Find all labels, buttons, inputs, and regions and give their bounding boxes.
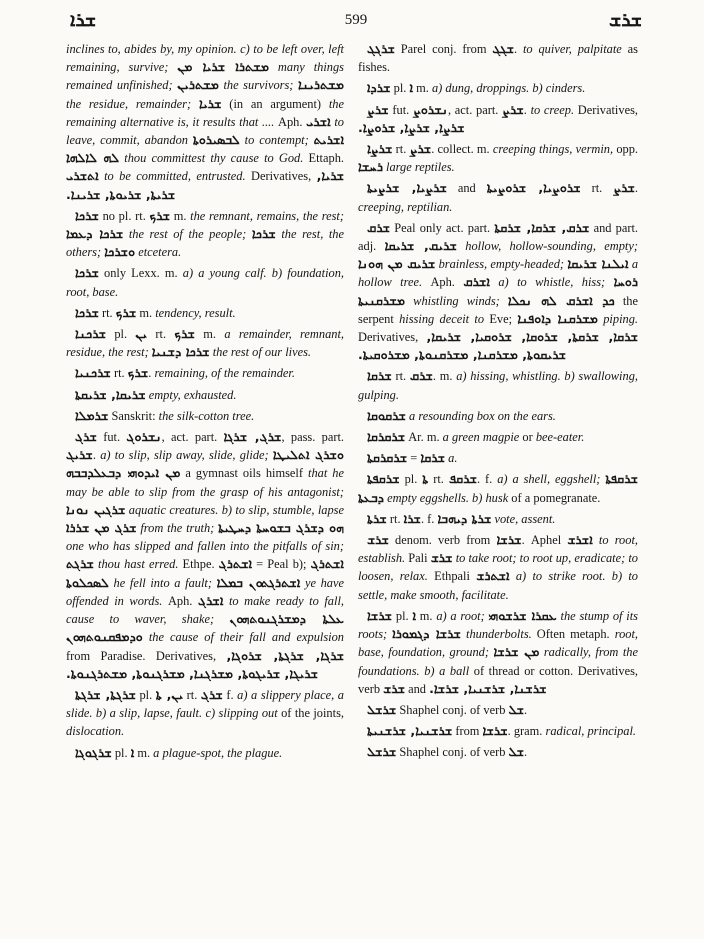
entry-text: Parel conj. from [394, 42, 493, 56]
entry-text: verb [358, 681, 384, 696]
entry-text: , act. part. [161, 430, 224, 445]
entry-text: the remnant, remains, the rest; [190, 208, 344, 223]
entry-text: a) dung, droppings. b) cinders. [431, 81, 586, 96]
entry-text: Sanskrit: [108, 408, 159, 423]
syriac-word: ܫܠ [508, 744, 525, 760]
syriac-word: ܫܪܩܐ [367, 368, 392, 384]
entry-text: aquatic creatures. b) to slip, stumble, lapse [125, 502, 344, 517]
dictionary-entry [358, 407, 638, 425]
entry-text: large reptiles. [382, 160, 455, 175]
syriac-word: ܫܪܓܝܢ ܢܘܢܐ [66, 501, 126, 517]
syriac-word: ܫܪܟܐ [75, 207, 99, 223]
entry-text: rt. [580, 181, 614, 196]
syriac-word: ܢܫܪܘܓ [126, 429, 162, 445]
entry-text: Shaphel conj. of verb [396, 702, 509, 717]
entry-text: . gram. [507, 724, 546, 739]
syriac-word: ܐܫܬܪܫ [476, 568, 510, 584]
syriac-word: ܫܪܡܠܐ [75, 407, 109, 423]
entry-text: rt. [386, 511, 404, 526]
entry-text: radically, from the foundations. b) a ball [358, 645, 638, 678]
dictionary-entry [358, 79, 638, 97]
dictionary-entry [66, 304, 344, 322]
entry-text: = [407, 451, 421, 466]
dictionary-entry [358, 607, 638, 698]
entry-text: thunderbolts. [460, 627, 537, 642]
syriac-word: ܫܪܫܢܐ, ܫܪܫܢܝܐ, ܫܪܫܐ. [429, 680, 547, 696]
entry-text: Shaphel conj. of verb [396, 745, 509, 760]
entry-text: piping. [597, 311, 639, 326]
entry-text: . m. [432, 369, 457, 384]
entry-text: f. [222, 687, 238, 702]
entry-text: he fell into a fault; [108, 575, 217, 590]
entry-text: m. [136, 305, 156, 320]
entry-text: as fishes. [358, 42, 638, 75]
entry-text: the survivors; [218, 78, 298, 93]
entry-text: the rest, the others; [66, 227, 344, 260]
syriac-word: ܘܫܪܓ ܐܬܠܝܛܐ ܡܢ ܐܝܕܘܗܝ ܕܒܥܠܕܒܒܗ [66, 447, 344, 481]
entry-text: . [148, 366, 155, 381]
entry-text: . [92, 448, 101, 463]
entry-text: pl. [111, 745, 131, 760]
dictionary-entry [66, 325, 344, 361]
entry-text: remaining, of the remainder. [154, 366, 295, 381]
page-number: 599 [344, 12, 368, 28]
syriac-word: ܥܠܬܐ ܕܡܫܪܓܢܘܬܗܘܢ ܘܕܡܦܩܢܘܬܗܘܢ [66, 611, 344, 645]
syriac-word: ܫܪܝܐ, ܫܪܝܬܐ, ܫܪܝܘܬܐ, ܫܪܝܢܐ. [66, 168, 344, 202]
left-column [66, 40, 344, 765]
entry-text: vote, assent. [491, 511, 556, 526]
entry-text: , pass. part. [281, 430, 345, 445]
syriac-word: ܐܫܬܪܓ [218, 556, 253, 572]
syriac-word: ܫܪܨܐ [367, 141, 393, 157]
syriac-word: ܫܪܝܩ, ܫܪܝܩܐ [384, 238, 457, 254]
entry-text: to be committed, entrusted. [98, 169, 252, 184]
entry-text: a) a slippery place, a slide. b) a slip, lapse, fault. c) slipping out [66, 687, 344, 721]
syriac-word: ܫܪܟ [127, 365, 149, 381]
entry-text: denom. verb from [388, 533, 497, 548]
entry-text: (in an argument) [221, 96, 329, 111]
entry-text: Aph. [278, 114, 307, 129]
syriac-word: ܫܪܕܐ [367, 80, 391, 96]
dictionary-entry [358, 367, 638, 403]
entry-text: of the joints, [281, 706, 344, 721]
entry-text: m. [415, 608, 437, 623]
entry-text: Derivatives, [577, 102, 638, 117]
entry-text: . f. [420, 511, 438, 526]
syriac-word: ܬܐ [422, 471, 429, 487]
syriac-word: ܫܪܨܝܐ, ܫܪܨܝܬܐ [367, 180, 447, 196]
syriac-word: ܘܫܪܟܐ [104, 244, 136, 260]
entry-text: hissing deceit to [399, 311, 490, 326]
entry-text: Ar. m. [405, 430, 443, 445]
dictionary-entry [66, 744, 344, 762]
syriac-word: ܐ [409, 80, 414, 96]
dictionary-entry [358, 140, 638, 176]
syriac-word: ܫܪܟܐ ܕܫܢܝܐ [151, 344, 210, 360]
syriac-word: ܠܒܣܝܪܘܬܐ [192, 132, 240, 148]
entry-text: Ettaph. [308, 151, 344, 166]
dictionary-entry [358, 219, 638, 365]
entry-text: . [524, 745, 528, 760]
syriac-word: ܡܫܬܪܝܢ [177, 77, 219, 93]
entry-text: Pali [408, 551, 431, 566]
entry-text: thou hast erred. [93, 557, 183, 572]
syriac-word: ܐܫܬܪܓܬܘܢ ܒܡܠܐ [216, 574, 301, 590]
syriac-word: ܫܪܫܐ ܕܓܡܘܪܐ [392, 626, 461, 642]
entry-text: whistling winds; [405, 293, 508, 308]
syriac-word: ܫܪܟܐ [75, 265, 99, 281]
entry-text: to creep. [530, 102, 578, 117]
entry-text: that he may be able to slip from the grasp of his antagonist; [66, 466, 345, 499]
syriac-word: ܫܪܐ [403, 510, 421, 526]
entry-text: Derivatives, [358, 330, 427, 345]
entry-text: m. [413, 81, 432, 96]
syriac-word: ܟܕ ܐܫܪܩ ܠܗ ܢܟܠܐ [507, 292, 615, 308]
entry-text: a) a root; [436, 608, 489, 623]
syriac-word: ܐܝܠܢܐ ܫܪܝܩܐ [567, 256, 629, 272]
syriac-word: ܫܪܩܦ [448, 471, 477, 487]
syriac-word: ܫܪܩܪܩܬܐ [367, 450, 408, 466]
syriac-word: ܫܪܫ [367, 532, 389, 548]
entry-text: pl. [106, 327, 136, 342]
syriac-word: ܫܪܩ, ܫܪܩܐ, ܫܪܩܬܐ [494, 219, 590, 235]
entry-text: to root, establish. [358, 533, 638, 566]
entry-text: empty eggshells. b) husk [383, 490, 512, 505]
entry-text: creeping things, vermin, [492, 142, 617, 157]
syriac-word: ܫܪܩܐ, ܫܪܩܬܐ, ܫܪܘܩܐ, ܫܪܘܩܝܐ, ܫܪܝܩܐ, ܫܪܝܩܘܬܐ, ܡܫܪܩܢܐ, ܡܫܪܩܢܘܬܐ, ܡܫܪܘܩܝܬܐ. [358, 329, 638, 363]
entry-text: a remainder, remnant, residue, the rest; [66, 327, 344, 360]
entry-text: a) to whistle, hiss; [489, 275, 614, 290]
syriac-word: ܫܪܓ ܡܢ ܫܪܪܐ [66, 520, 137, 536]
entry-text: a) to strike root. b) to settle, make smooth, facilitate. [358, 569, 639, 602]
syriac-word: ܫܪܨ [409, 141, 432, 157]
entry-text: m. [170, 208, 191, 223]
entry-text: a) to slip, slip away, slide, glide; [100, 448, 273, 463]
entry-text: rt. [392, 142, 410, 157]
entry-text: dislocation. [66, 724, 125, 739]
entry-text: a) a shell, eggshell; [497, 472, 606, 487]
syriac-word: ܫܪܩܐ [420, 450, 446, 466]
syriac-word: ܫܪܓܐ, ܫܪܓܬܐ, ܫܪܘܓܐ, ܫܪܝܓܐ, ܫܪܝܓܘܬܐ, ܡܫܪܓܢܐ, ܡܫܪܓܢܘܬܐ, ܡܫܬܪܓܢܘܬܐ. [66, 647, 345, 681]
entry-text: = Peal b); [252, 557, 311, 572]
syriac-word: ܐܫܪܝܬ ܠܗ ܠܐܠܗܐ [66, 132, 344, 166]
syriac-word: ܗܘ ܕܫܪܓ ܒܫܘܚܬܐ ܕܚܛܝܬܐ [218, 520, 344, 536]
entry-text: a green magpie [442, 430, 523, 445]
syriac-word: ܪܘܚܐ ܡܫܪܩܢܝܬܐ [358, 274, 638, 308]
entry-text: the rest of our lives. [209, 345, 311, 360]
dictionary-entry [66, 207, 344, 262]
entry-text: Often metaph. [536, 627, 615, 642]
dictionary-entry [66, 364, 344, 382]
syriac-word: ܫܪܩ [409, 368, 433, 384]
entry-text: rt. [147, 327, 175, 342]
syriac-word: ܫܪܬܐ ܕܝܗܒܐ [437, 510, 492, 526]
entry-text: one who has slipped and fallen into the pitfalls of sin; [66, 539, 344, 554]
syriac-word: ܫܪܨ [613, 180, 635, 196]
entry-text: a hollow tree. [358, 257, 639, 290]
syriac-word: ܫܪܝܐ [198, 95, 222, 111]
entry-text: pl. [135, 687, 156, 702]
entry-text: rt. [183, 687, 201, 702]
entry-text: a resounding box on the ears. [405, 408, 556, 423]
syriac-word: ܐܬܫܪܝ [66, 168, 99, 184]
entry-text: the remaining alternative is, it results that .... [66, 96, 344, 129]
syriac-word: ܫܓܓ [492, 41, 515, 56]
syriac-word: ܡܫܬܪܐ ܫܪܝܐ ܡܢ [177, 59, 270, 75]
entry-text: the stump of its roots; [358, 608, 638, 642]
syriac-word: ܫܪܩܘܩܐ [367, 407, 406, 423]
right-running-head: ܫܪܫ [608, 10, 642, 31]
syriac-word: ܐܫܪܝ [306, 113, 331, 129]
syriac-word: ܢܫܪܘܨ [412, 101, 448, 117]
entry-text: no pl. rt. [98, 208, 150, 223]
entry-text: and [405, 681, 430, 696]
entry-text: or [522, 430, 536, 445]
syriac-word: ܐ [130, 744, 135, 760]
dictionary-entry [358, 722, 638, 740]
entry-text: the residue, remainder; [66, 96, 199, 111]
syriac-word: ܡܫܬܪܝܢܐ [297, 77, 344, 93]
entry-text: pl. [399, 472, 423, 487]
entry-text: from the truth; [136, 521, 219, 536]
entry-text: Derivatives, [251, 169, 317, 184]
entry-text: . Aphel [521, 533, 568, 548]
entry-text: . [523, 102, 531, 117]
entry-text: and part. adj. [358, 220, 639, 254]
entry-text: to leave, commit, abandon [66, 114, 344, 148]
syriac-word: ܫܪܟܢܝܐ [75, 365, 111, 381]
syriac-word: ܫܪܫܐ [496, 532, 522, 548]
entry-text: Aph. [430, 275, 464, 290]
entry-text: Eve; [489, 311, 518, 326]
dictionary-entry [358, 470, 638, 506]
syriac-word: ܫܪܓܬܐ, ܫܪܓܬܐ [75, 686, 136, 702]
entry-text: creeping, reptilian. [358, 199, 453, 214]
page-header [70, 10, 642, 34]
entry-text: to quiver, palpitate [522, 42, 628, 56]
dictionary-entry [358, 428, 638, 446]
entry-text: , act. part. [447, 102, 503, 117]
entry-text: ye have offended in words. [66, 575, 344, 608]
syriac-word: ܐ [412, 607, 416, 623]
syriac-word: ܫܪܝܩܐ, ܫܪܝܩܬܐ [75, 386, 146, 402]
entry-text: a. [445, 451, 458, 466]
entry-text: the cause of their fall and expulsion [142, 630, 344, 645]
entry-text: to take root; to root up, eradicate; to loosen, relax. [358, 551, 638, 584]
syriac-word: ܫܠ [508, 701, 525, 717]
entry-text: . [524, 702, 528, 717]
syriac-word: ܫܪܫܐ [482, 723, 508, 739]
entry-text: Peal only act. part. [390, 220, 495, 235]
entry-text: Derivatives, [577, 663, 638, 678]
syriac-word: ܫܪܟܢܐ [75, 326, 107, 342]
entry-text: Ethpe. [182, 557, 219, 572]
entry-text: fut. [96, 430, 127, 445]
dictionary-entry [358, 101, 638, 137]
syriac-word: ܫܪܓ, ܫܪܓܐ [223, 429, 282, 445]
syriac-word: ܫܪܓܬ [66, 556, 94, 572]
syriac-word: ܝܢ [135, 326, 148, 342]
entry-text: m. [134, 745, 154, 760]
entry-text: and [446, 181, 487, 196]
entry-text: pl. [390, 81, 410, 96]
syriac-word: ܫܪܓܓ [367, 41, 395, 56]
entry-text: fut. [388, 102, 413, 117]
syriac-word: ܫܪܫܠ [367, 744, 397, 760]
entry-text: opp. [616, 142, 638, 157]
entry-text: rt. [98, 305, 116, 320]
dictionary-entry [66, 407, 344, 425]
dictionary-entry [66, 686, 344, 741]
syriac-word: ܫܪܬܐ [367, 510, 387, 526]
syriac-word: ܫܪܘܨܝܐ, ܫܪܘܨܝܬܐ [486, 180, 581, 196]
entry-text: of a pomegranate. [511, 490, 601, 505]
right-column [358, 40, 638, 765]
entry-text: of thread or cotton. [473, 663, 578, 678]
entry-text: many things remained unfinished; [66, 60, 344, 93]
entry-text: pl. [392, 608, 413, 623]
syriac-word: ܫܪܟ [149, 207, 171, 223]
syriac-word: ܫܪܟ [115, 304, 137, 320]
syriac-word: ܐܫܪܫ [567, 532, 593, 548]
syriac-word: ܫܪܨ [502, 101, 524, 117]
syriac-word: ܐܫܬܪܓ ܠܣܟܠܘܬܐ [66, 556, 344, 590]
entry-text: . collect. m. [431, 142, 493, 157]
dictionary-entry [358, 449, 638, 467]
dictionary-entry [66, 386, 344, 404]
syriac-word: ܪܚܫܐ [358, 159, 383, 175]
entry-text: Ethpali [434, 569, 477, 584]
entry-text: only Lexx. m. [98, 266, 183, 281]
syriac-word: ܫܪܫܐ [367, 607, 393, 623]
entry-text: hollow, hollow-sounding, empty; [456, 239, 638, 254]
entry-text: a gymnast oils himself [180, 466, 309, 481]
entry-text: Derivatives, [155, 648, 227, 663]
syriac-word: ܫܪܓܘܓܐ [75, 744, 112, 760]
entry-text: radical, principal. [545, 724, 637, 739]
syriac-word: ܫܪܩܦܬܐ [367, 471, 400, 487]
syriac-word: ܫܪܓ [75, 429, 97, 445]
entry-text: . [514, 42, 523, 56]
entry-text: rt. [428, 472, 449, 487]
entry-text: Aph. [167, 593, 198, 608]
entry-text: m. [194, 327, 225, 342]
syriac-word: ܫܪܟ [174, 326, 195, 342]
syriac-word: ܡܫܪܩܢܐ ܕܐܘܦܢܐ [517, 310, 598, 326]
dictionary-entry [66, 428, 344, 683]
entry-text: bee-eater. [535, 430, 585, 445]
entry-text: the silk-cotton tree. [158, 408, 255, 423]
syriac-word: ܫܪܟܐ ܕܥܡܐ [66, 226, 124, 242]
entry-text: empty, exhausted. [145, 387, 237, 402]
syriac-word: ܡܢ ܫܪܫܐ [493, 644, 540, 660]
entry-text: to contempt; [239, 133, 314, 148]
entry-text: rt. [391, 369, 410, 384]
syriac-word: ܝܢ, ܬܐ [155, 686, 184, 702]
left-running-head: ܫܪܐ [70, 10, 97, 31]
syriac-word: ܫܪܩܦܬܐ ܕܒܥܬܐ [358, 471, 638, 505]
syriac-word: ܥܩܪܐ ܫܪܫܘܗܝ [488, 607, 557, 623]
dictionary-entry [358, 510, 638, 528]
syriac-word: ܫܪܩ [367, 219, 391, 235]
syriac-word: ܐܫܪܩ [463, 274, 490, 290]
dictionary-entry [358, 743, 638, 761]
entry-text: the rest of the people; [123, 227, 252, 242]
syriac-word: ܫܪܟܐ [251, 226, 276, 242]
syriac-word: ܫܪܓ [200, 686, 223, 702]
entry-text: brainless, empty-headed; [435, 257, 568, 272]
entry-text: root, base, foundation, ground; [358, 627, 638, 660]
syriac-word: ܫܪܫ [383, 680, 406, 696]
dictionary-entry [358, 531, 638, 604]
syriac-word: ܫܪܩܪܩܐ [367, 429, 406, 445]
syriac-word: ܫܪܫ [430, 550, 453, 566]
syriac-word: ܐܫܪܓ [197, 592, 224, 608]
dictionary-entry [358, 40, 638, 76]
entry-text: etcetera. [135, 245, 182, 260]
entry-text: from Paradise. [66, 648, 156, 663]
entry-text: . f. [477, 472, 498, 487]
syriac-word: ܫܪܨ [367, 101, 389, 117]
dictionary-entry [358, 179, 638, 215]
entry-text: the serpent [358, 293, 638, 326]
entry-text: to make ready to fall, cause to waver, shake; [66, 593, 344, 627]
entry-text: rt. [110, 366, 128, 381]
entry-text: a plague-spot, the plague. [153, 745, 283, 760]
entry-text: tendency, result. [155, 305, 236, 320]
dictionary-entry [66, 264, 344, 300]
entry-text: thou committest thy cause to God. [119, 151, 309, 166]
entry-text: a) a young calf. b) foundation, root, base. [66, 266, 345, 299]
entry-text: a) hissing, whistling. b) swallowing, gulping. [358, 369, 638, 402]
syriac-word: ܫܪܟܐ [75, 304, 99, 320]
dictionary-entry [358, 701, 638, 719]
syriac-word: ܫܪܝܓ [66, 447, 93, 463]
entry-text: . [634, 181, 638, 196]
syriac-word: ܫܪܝܩ ܡܢ ܗܘܢܐ [358, 256, 436, 272]
syriac-word: ܫܪܫܢܝܐ, ܫܪܫܢܝܬܐ [367, 723, 453, 739]
syriac-word: ܫܪܨܐ, ܫܪܨܐ, ܫܪܘܨܐ. [358, 119, 465, 135]
entry-text: from [452, 724, 483, 739]
entry-text: inclines to, abides by, my opinion. c) to be left over, left remaining, survive; [66, 42, 344, 75]
syriac-word: ܫܪܫܠ [367, 701, 397, 717]
dictionary-entry [66, 40, 344, 204]
